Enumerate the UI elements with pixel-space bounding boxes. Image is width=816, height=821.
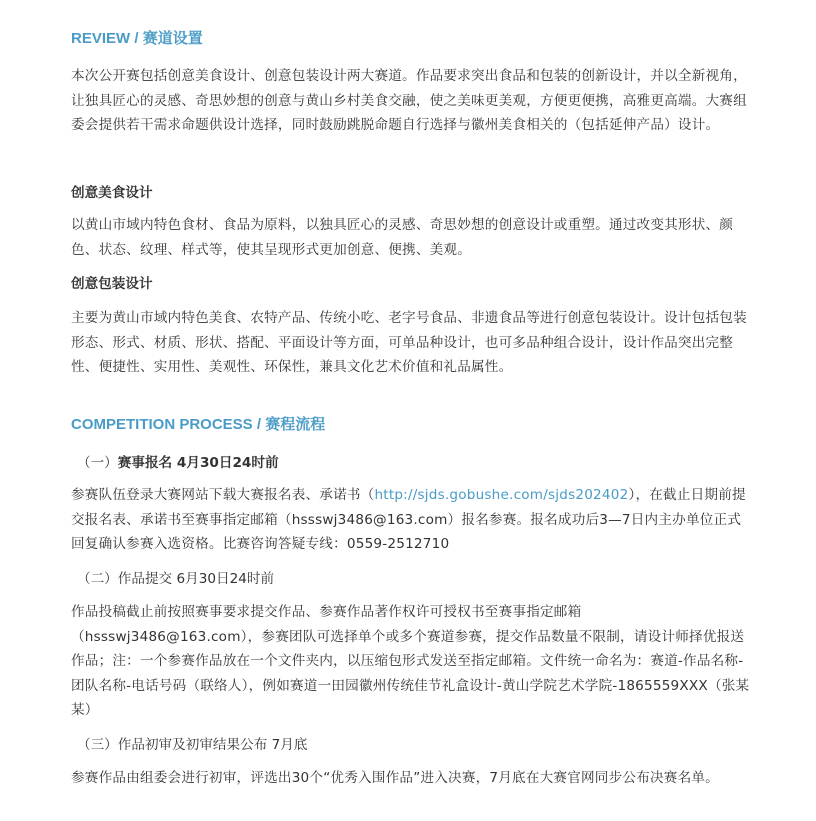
- review-intro-paragraph: 本次公开赛包括创意美食设计、创意包装设计两大赛道。作品要求突出食品和包装的创新设计，并以全新视角，让独具匠心的灵感、奇思妙想的创意与黄山乡村美食交融，使之美味更美观，方便更便携，高雅更高端。大赛组委会提供若干需求命题供设计选择，同时鼓励跳脱命题自行选择与徽州美食相关的（包括延伸产品）设计。: [71, 68, 747, 133]
- title-slash: /: [252, 416, 266, 433]
- stage1-paragraph: [71, 483, 751, 557]
- stage1-text-a: 参赛队伍登录大赛网站下载大赛报名表、承诺书（: [71, 487, 375, 503]
- process-title-en: COMPETITION PROCESS: [71, 416, 253, 433]
- stage1-label: 赛事报名 4月30日24时前: [117, 455, 279, 471]
- review-title-cn: 赛道设置: [142, 30, 203, 47]
- review-section-title: [71, 29, 203, 49]
- stage2-heading: （二）作品提交 6月30日24时前: [77, 571, 275, 587]
- title-slash: /: [130, 30, 143, 47]
- process-title-cn: 赛程流程: [265, 416, 326, 433]
- competition-website-link[interactable]: http://sjds.gobushe.com/sjds202402: [374, 487, 629, 503]
- package-design-paragraph: 主要为黄山市域内特色美食、农特产品、传统小吃、老字号食品、非遗食品等进行创意包装设计。设计包括包装形态、形式、材质、形状、搭配、平面设计等方面，可单品种设计，也可多品种组合设计，设计作品突出完整性、便捷性、实用性、美观性、环保性，兼具文化艺术价值和礼品属性。: [71, 310, 747, 375]
- stage3-paragraph: 参赛作品由组委会进行初审，评选出30个“优秀入围作品”进入决赛，7月底在大赛官网同步公布决赛名单。: [71, 770, 719, 786]
- food-design-paragraph: 以黄山市域内特色食材、食品为原料，以独具匠心的灵感、奇思妙想的创意设计或重塑。通过改变其形状、颜色、状态、纹理、样式等，使其呈现形式更加创意、便携、美观。: [71, 217, 734, 258]
- stage1-heading: [77, 453, 279, 473]
- stage1-text-b: ），在截止日期前提交报名表、承诺书至赛事指定邮箱（hssswj3486@163.com）报名参赛。报名成功后3—7日内主办单位正式回复确认参赛入选资格。比赛咨询答疑专线：0559-2512710: [71, 487, 746, 552]
- review-title-en: REVIEW: [71, 30, 131, 47]
- stage1-prefix: （一）: [77, 455, 118, 471]
- stage3-heading: （三）作品初审及初审结果公布 7月底: [77, 737, 308, 753]
- package-design-heading: 创意包装设计: [71, 276, 153, 292]
- stage2-paragraph: 作品投稿截止前按照赛事要求提交作品、参赛作品著作权许可授权书至赛事指定邮箱（hssswj3486@163.com），参赛团队可选择单个或多个赛道参赛，提交作品数量不限制，请设计师择优报送作品；注：一个参赛作品放在一个文件夹内，以压缩包形式发送至指定邮箱。文件统一命名为：赛道-作品名称-团队名称-电话号码（联络人），例如赛道一田园徽州传统佳节礼盒设计-黄山学院艺术学院-1865559XXX（张某某）: [71, 604, 750, 718]
- process-section-title: [71, 415, 325, 435]
- food-design-heading: 创意美食设计: [71, 185, 153, 201]
